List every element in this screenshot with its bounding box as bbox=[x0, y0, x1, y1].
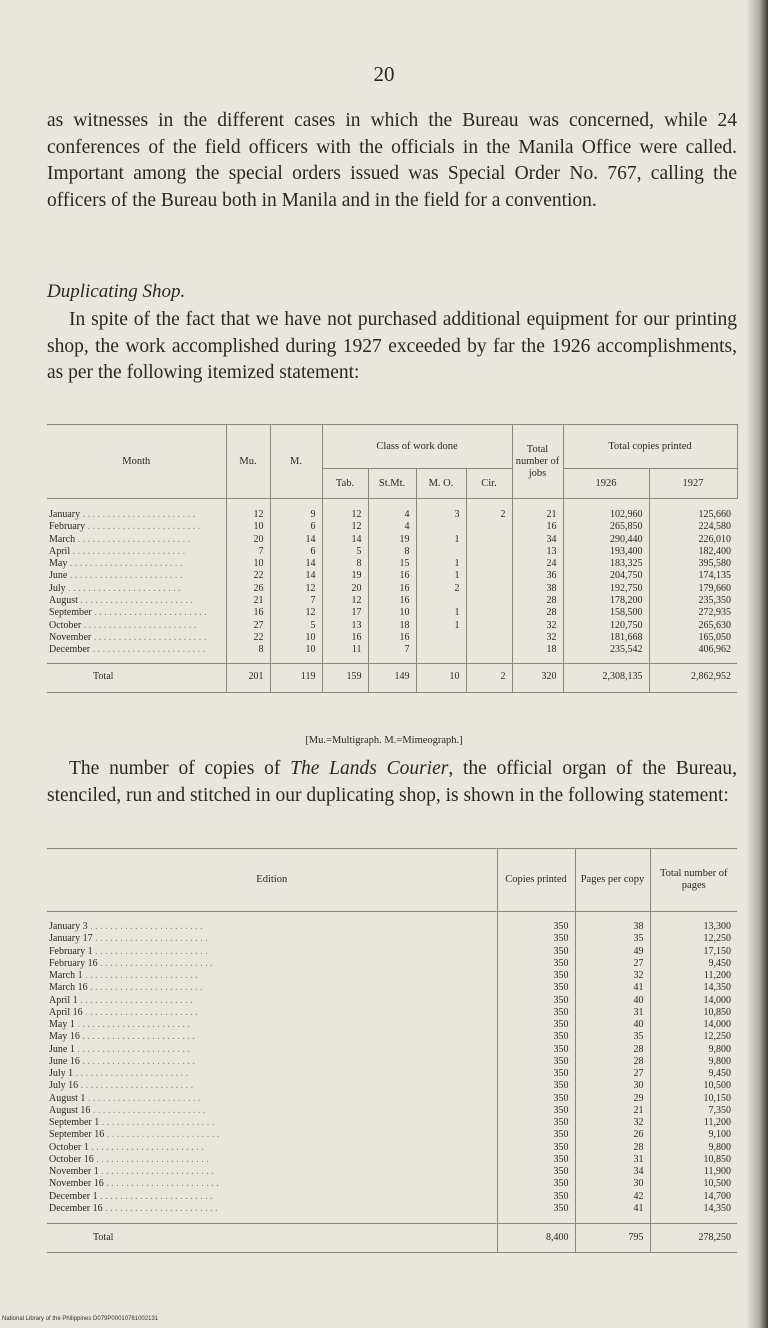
cell-copies: 350 bbox=[497, 982, 575, 994]
table-caption: [Mu.=Multigraph. M.=Mimeograph.] bbox=[305, 735, 463, 746]
cell-copies: 350 bbox=[497, 1191, 575, 1203]
cell-stmt: 10 bbox=[368, 607, 416, 619]
section-heading: Duplicating Shop. bbox=[47, 281, 186, 302]
cell-copies: 350 bbox=[497, 946, 575, 958]
table-row bbox=[47, 958, 737, 970]
cell-y1927: 165,050 bbox=[698, 631, 731, 643]
cell-tab: 19 bbox=[322, 570, 368, 582]
cell-jobs: 36 bbox=[512, 570, 563, 582]
table-row bbox=[47, 970, 737, 982]
edition-cell: August 1 . . . bbox=[49, 1093, 200, 1104]
cell-copies: 350 bbox=[497, 1142, 575, 1154]
month-cell: January . . . bbox=[49, 509, 195, 520]
month-cell: April . . . bbox=[49, 546, 185, 557]
header-cir: Cir. bbox=[466, 469, 512, 499]
table-row bbox=[47, 1191, 737, 1203]
paragraph-duplicating bbox=[47, 307, 737, 387]
edition-cell: September 1 . . . bbox=[49, 1117, 214, 1128]
cell-jobs: 21 bbox=[512, 499, 563, 522]
cell-pages: 41 bbox=[575, 982, 650, 994]
cell-copies: 350 bbox=[497, 1117, 575, 1129]
cell-stmt: 16 bbox=[368, 570, 416, 582]
cell-mu: 10 bbox=[226, 521, 270, 533]
cell-y1926: 183,325 bbox=[563, 558, 649, 570]
cell-total: 12,250 bbox=[703, 1031, 731, 1043]
cell-total: 14,000 bbox=[703, 994, 731, 1006]
table-row bbox=[47, 644, 737, 663]
cell-copies: 350 bbox=[497, 1068, 575, 1080]
cell-copies: 350 bbox=[497, 1166, 575, 1178]
cell-m: 10 bbox=[270, 644, 322, 663]
cell-pages: 29 bbox=[575, 1093, 650, 1105]
cell-mo bbox=[416, 644, 466, 663]
header-mu: Mu. bbox=[226, 425, 270, 499]
cell-total: 10,150 bbox=[703, 1092, 731, 1104]
cell-pages: 28 bbox=[575, 1142, 650, 1154]
table-row bbox=[47, 546, 737, 558]
cell-stmt: 15 bbox=[368, 558, 416, 570]
table-row bbox=[47, 1142, 737, 1154]
total-1926: 2,308,135 bbox=[563, 663, 649, 692]
paragraph-lands-courier bbox=[47, 756, 737, 809]
edition-cell: June 1 . . . bbox=[49, 1044, 190, 1055]
total-mo: 10 bbox=[416, 663, 466, 692]
paragraph-witnesses: as witnesses in the different cases in which the Bureau was concerned, while 24 conferences of the field officers with the officials in the Manila Office were called. Important among the special orders issued was Special Order No. 767, calling the officers of the Bureau both in Manila and in the field for a convention. bbox=[47, 110, 737, 211]
cell-tab: 13 bbox=[322, 620, 368, 632]
edition-cell: May 16 . . . bbox=[49, 1031, 195, 1042]
cell-jobs: 32 bbox=[512, 620, 563, 632]
cell-stmt: 16 bbox=[368, 632, 416, 644]
header-total-jobs: Total number of jobs bbox=[512, 425, 563, 499]
cell-pages: 49 bbox=[575, 946, 650, 958]
cell-y1926: 193,400 bbox=[563, 546, 649, 558]
total-tab: 159 bbox=[322, 663, 368, 692]
cell-stmt: 16 bbox=[368, 595, 416, 607]
cell-copies: 350 bbox=[497, 1080, 575, 1092]
cell-total: 7,350 bbox=[708, 1104, 731, 1116]
header-total-copies: Total copies printed bbox=[563, 425, 737, 469]
cell-copies: 350 bbox=[497, 933, 575, 945]
table-row bbox=[47, 570, 737, 582]
cell-mo bbox=[416, 632, 466, 644]
cell-cir bbox=[466, 583, 512, 595]
cell-y1927: 226,010 bbox=[698, 533, 731, 545]
table-row bbox=[47, 583, 737, 595]
cell-cir bbox=[466, 607, 512, 619]
cell-tab: 20 bbox=[322, 583, 368, 595]
cell-jobs: 18 bbox=[512, 644, 563, 663]
edition-cell: September 16 . . . bbox=[49, 1129, 219, 1140]
cell-total: 9,800 bbox=[708, 1043, 731, 1055]
lands-courier-after: , the official organ of the Bureau, stenciled, run and stitched in our duplicating shop, is shown in the following statement: bbox=[47, 758, 737, 806]
cell-y1927: 125,660 bbox=[698, 509, 731, 520]
cell-cir bbox=[466, 521, 512, 533]
edition-cell: January 17 . . . bbox=[49, 933, 208, 944]
cell-pages: 35 bbox=[575, 1031, 650, 1043]
cell-total: 10,500 bbox=[703, 1178, 731, 1190]
cell-pages: 32 bbox=[575, 970, 650, 982]
cell-y1927: 406,962 bbox=[698, 644, 731, 656]
cell-stmt: 19 bbox=[368, 534, 416, 546]
cell-pages: 38 bbox=[575, 912, 650, 934]
total-m: 119 bbox=[270, 663, 322, 692]
header-pages-per-copy: Pages per copy bbox=[575, 849, 650, 912]
month-cell: June . . . bbox=[49, 570, 182, 581]
cell-pages: 27 bbox=[575, 1068, 650, 1080]
table-row bbox=[47, 1117, 737, 1129]
cell-pages: 35 bbox=[575, 933, 650, 945]
table-row bbox=[47, 995, 737, 1007]
cell-m: 14 bbox=[270, 534, 322, 546]
edition-cell: December 1 . . . bbox=[49, 1191, 213, 1202]
cell-cir bbox=[466, 620, 512, 632]
table-row bbox=[47, 558, 737, 570]
table-row bbox=[47, 1007, 737, 1019]
cell-total: 11,200 bbox=[703, 970, 731, 981]
edition-cell: March 1 . . . bbox=[49, 970, 198, 981]
cell-m: 7 bbox=[270, 595, 322, 607]
cell-copies: 350 bbox=[497, 958, 575, 970]
cell-pages: 27 bbox=[575, 958, 650, 970]
cell-pages: 40 bbox=[575, 995, 650, 1007]
cell-mo: 2 bbox=[416, 583, 466, 595]
edition-cell: November 16 . . . bbox=[49, 1178, 219, 1189]
table-row bbox=[47, 1031, 737, 1043]
edition-cell: June 16 . . . bbox=[49, 1056, 195, 1067]
month-cell: November . . . bbox=[49, 632, 206, 643]
month-cell: October . . . bbox=[49, 620, 196, 631]
page-edge-shadow bbox=[746, 0, 768, 1328]
cell-y1927: 179,660 bbox=[698, 582, 731, 594]
cell-copies: 350 bbox=[497, 912, 575, 934]
library-footer: National Library of the Philippines D079P00010761002131 bbox=[2, 1316, 159, 1322]
cell-copies: 350 bbox=[497, 1129, 575, 1141]
month-cell: July . . . bbox=[49, 583, 181, 594]
cell-y1926: 158,500 bbox=[563, 607, 649, 619]
cell-total: 11,900 bbox=[703, 1166, 731, 1177]
header-m: M. bbox=[270, 425, 322, 499]
cell-cir: 2 bbox=[466, 499, 512, 522]
cell-copies: 350 bbox=[497, 970, 575, 982]
table-row bbox=[47, 982, 737, 994]
cell-total: 9,800 bbox=[708, 1141, 731, 1153]
page-number: 20 bbox=[373, 62, 395, 86]
total-stmt: 149 bbox=[368, 663, 416, 692]
cell-total: 9,100 bbox=[708, 1129, 731, 1141]
edition-cell: August 16 . . . bbox=[49, 1105, 205, 1116]
table-row bbox=[47, 933, 737, 945]
cell-copies: 350 bbox=[497, 1154, 575, 1166]
cell-total: 14,350 bbox=[703, 1202, 731, 1214]
cell-pages: 28 bbox=[575, 1044, 650, 1056]
table-row bbox=[47, 1044, 737, 1056]
cell-y1927: 235,350 bbox=[698, 595, 731, 607]
table-row bbox=[47, 607, 737, 619]
header-class-of-work: Class of work done bbox=[322, 425, 512, 469]
cell-tab: 12 bbox=[322, 595, 368, 607]
cell-cir bbox=[466, 632, 512, 644]
cell-y1926: 290,440 bbox=[563, 534, 649, 546]
cell-total: 9,450 bbox=[708, 1068, 731, 1079]
table-row bbox=[47, 1203, 737, 1224]
cell-y1927: 272,935 bbox=[698, 607, 731, 619]
table-total-row bbox=[47, 663, 737, 692]
header-stmt: St.Mt. bbox=[368, 469, 416, 499]
cell-y1927: 182,400 bbox=[698, 545, 731, 557]
cell-stmt: 18 bbox=[368, 620, 416, 632]
table-total-row bbox=[47, 1224, 737, 1253]
edition-cell: December 16 . . . bbox=[49, 1203, 218, 1214]
cell-copies: 350 bbox=[497, 1093, 575, 1105]
cell-cir bbox=[466, 534, 512, 546]
cell-mo bbox=[416, 546, 466, 558]
month-cell: February . . . bbox=[49, 521, 200, 532]
total-label: Total bbox=[47, 663, 226, 692]
paragraph-duplicating-text: In spite of the fact that we have not purchased additional equipment for our printing shop, the work accomplished during 1927 exceeded by far the 1926 accomplishments, as per the following itemized statement: bbox=[47, 309, 737, 383]
cell-copies: 350 bbox=[497, 1105, 575, 1117]
edition-cell: July 16 . . . bbox=[49, 1080, 193, 1091]
cell-tab: 12 bbox=[322, 499, 368, 522]
cell-tab: 8 bbox=[322, 558, 368, 570]
cell-mo: 1 bbox=[416, 620, 466, 632]
cell-stmt: 4 bbox=[368, 499, 416, 522]
lands-courier-title: The Lands Courier bbox=[290, 758, 449, 779]
cell-mu: 21 bbox=[226, 595, 270, 607]
cell-copies: 350 bbox=[497, 1203, 575, 1224]
total-label: Total bbox=[47, 1224, 497, 1253]
cell-copies: 350 bbox=[497, 1178, 575, 1190]
cell-jobs: 13 bbox=[512, 546, 563, 558]
cell-jobs: 24 bbox=[512, 558, 563, 570]
header-edition: Edition bbox=[47, 849, 497, 912]
header-total-pages: Total number of pages bbox=[660, 868, 728, 891]
header-mo: M. O. bbox=[416, 469, 466, 499]
cell-total: 9,450 bbox=[708, 957, 731, 969]
cell-mo: 3 bbox=[416, 499, 466, 522]
table-row bbox=[47, 595, 737, 607]
cell-jobs: 38 bbox=[512, 583, 563, 595]
cell-mu: 22 bbox=[226, 632, 270, 644]
total-mu: 201 bbox=[226, 663, 270, 692]
cell-pages: 34 bbox=[575, 1166, 650, 1178]
table-row bbox=[47, 534, 737, 546]
cell-cir bbox=[466, 595, 512, 607]
cell-mo: 1 bbox=[416, 607, 466, 619]
cell-mu: 26 bbox=[226, 583, 270, 595]
cell-copies: 350 bbox=[497, 995, 575, 1007]
duplicating-work-table bbox=[47, 424, 738, 693]
table-row bbox=[47, 1154, 737, 1166]
cell-mu: 12 bbox=[226, 499, 270, 522]
cell-y1926: 181,668 bbox=[563, 632, 649, 644]
cell-total: 10,500 bbox=[703, 1080, 731, 1092]
total-cir: 2 bbox=[466, 663, 512, 692]
cell-jobs: 32 bbox=[512, 632, 563, 644]
cell-total: 10,850 bbox=[703, 1006, 731, 1018]
edition-cell: July 1 . . . bbox=[49, 1068, 188, 1079]
cell-jobs: 28 bbox=[512, 607, 563, 619]
month-cell: December . . . bbox=[49, 644, 205, 655]
cell-total: 12,250 bbox=[703, 933, 731, 945]
table-row bbox=[47, 912, 737, 934]
lands-courier-table bbox=[47, 848, 737, 1253]
cell-pages: 26 bbox=[575, 1129, 650, 1141]
cell-total: 11,200 bbox=[703, 1117, 731, 1128]
cell-mo bbox=[416, 595, 466, 607]
cell-m: 9 bbox=[270, 499, 322, 522]
cell-pages: 28 bbox=[575, 1056, 650, 1068]
cell-stmt: 7 bbox=[368, 644, 416, 663]
total-pages-per-copy: 795 bbox=[575, 1224, 650, 1253]
cell-tab: 16 bbox=[322, 632, 368, 644]
cell-copies: 350 bbox=[497, 1019, 575, 1031]
cell-y1927: 224,580 bbox=[698, 521, 731, 533]
edition-cell: January 3 . . . bbox=[49, 921, 203, 932]
cell-y1926: 235,542 bbox=[563, 644, 649, 663]
cell-cir bbox=[466, 558, 512, 570]
month-cell: March . . . bbox=[49, 534, 190, 545]
cell-y1926: 178,200 bbox=[563, 595, 649, 607]
cell-stmt: 8 bbox=[368, 546, 416, 558]
table-row bbox=[47, 1129, 737, 1141]
edition-cell: February 16 . . . bbox=[49, 958, 213, 969]
cell-pages: 42 bbox=[575, 1191, 650, 1203]
cell-y1927: 265,630 bbox=[698, 619, 731, 631]
cell-copies: 350 bbox=[497, 1044, 575, 1056]
cell-jobs: 34 bbox=[512, 534, 563, 546]
header-month: Month bbox=[47, 425, 226, 499]
cell-pages: 31 bbox=[575, 1154, 650, 1166]
table-row bbox=[47, 1080, 737, 1092]
cell-cir bbox=[466, 644, 512, 663]
cell-stmt: 4 bbox=[368, 521, 416, 533]
cell-pages: 40 bbox=[575, 1019, 650, 1031]
lands-courier-before: The number of copies of bbox=[69, 758, 291, 779]
cell-copies: 350 bbox=[497, 1056, 575, 1068]
total-copies: 8,400 bbox=[497, 1224, 575, 1253]
cell-pages: 32 bbox=[575, 1117, 650, 1129]
edition-cell: October 16 . . . bbox=[49, 1154, 209, 1165]
table-row bbox=[47, 1166, 737, 1178]
cell-m: 6 bbox=[270, 546, 322, 558]
table-row bbox=[47, 1093, 737, 1105]
edition-cell: May 1 . . . bbox=[49, 1019, 190, 1030]
cell-mu: 22 bbox=[226, 570, 270, 582]
cell-m: 14 bbox=[270, 570, 322, 582]
edition-cell: April 16 . . . bbox=[49, 1007, 198, 1018]
cell-total: 14,350 bbox=[703, 982, 731, 994]
cell-y1926: 120,750 bbox=[563, 620, 649, 632]
cell-m: 14 bbox=[270, 558, 322, 570]
cell-m: 10 bbox=[270, 632, 322, 644]
cell-y1926: 204,750 bbox=[563, 570, 649, 582]
edition-cell: March 16 . . . bbox=[49, 982, 203, 993]
total-number-of-pages: 278,250 bbox=[650, 1224, 737, 1253]
cell-total: 14,700 bbox=[703, 1190, 731, 1202]
cell-mu: 27 bbox=[226, 620, 270, 632]
edition-cell: October 1 . . . bbox=[49, 1142, 204, 1153]
cell-total: 10,850 bbox=[703, 1153, 731, 1165]
cell-y1926: 102,960 bbox=[563, 499, 649, 522]
table-row bbox=[47, 620, 737, 632]
edition-cell: November 1 . . . bbox=[49, 1166, 214, 1177]
table-row bbox=[47, 499, 737, 522]
cell-tab: 14 bbox=[322, 534, 368, 546]
cell-pages: 41 bbox=[575, 1203, 650, 1224]
table-row bbox=[47, 1019, 737, 1031]
cell-copies: 350 bbox=[497, 1031, 575, 1043]
cell-m: 5 bbox=[270, 620, 322, 632]
edition-cell: February 1 . . . bbox=[49, 946, 208, 957]
cell-copies: 350 bbox=[497, 1007, 575, 1019]
cell-cir bbox=[466, 570, 512, 582]
cell-tab: 17 bbox=[322, 607, 368, 619]
cell-m: 12 bbox=[270, 607, 322, 619]
cell-m: 12 bbox=[270, 583, 322, 595]
table-row bbox=[47, 1105, 737, 1117]
cell-y1927: 395,580 bbox=[698, 558, 731, 570]
cell-tab: 5 bbox=[322, 546, 368, 558]
cell-mo bbox=[416, 521, 466, 533]
cell-pages: 30 bbox=[575, 1178, 650, 1190]
cell-y1926: 265,850 bbox=[563, 521, 649, 533]
cell-cir bbox=[466, 546, 512, 558]
cell-pages: 30 bbox=[575, 1080, 650, 1092]
month-cell: August . . . bbox=[49, 595, 193, 606]
cell-total: 17,150 bbox=[703, 945, 731, 957]
total-jobs: 320 bbox=[512, 663, 563, 692]
edition-cell: April 1 . . . bbox=[49, 995, 193, 1006]
cell-jobs: 28 bbox=[512, 595, 563, 607]
cell-jobs: 16 bbox=[512, 521, 563, 533]
table-row bbox=[47, 521, 737, 533]
header-tab: Tab. bbox=[322, 469, 368, 499]
cell-pages: 31 bbox=[575, 1007, 650, 1019]
cell-mo: 1 bbox=[416, 570, 466, 582]
cell-pages: 21 bbox=[575, 1105, 650, 1117]
cell-mu: 20 bbox=[226, 534, 270, 546]
cell-total: 13,300 bbox=[703, 921, 731, 932]
cell-stmt: 16 bbox=[368, 583, 416, 595]
month-cell: September . . . bbox=[49, 607, 207, 618]
cell-mu: 8 bbox=[226, 644, 270, 663]
table-row bbox=[47, 1068, 737, 1080]
table-row bbox=[47, 1178, 737, 1190]
table-row bbox=[47, 632, 737, 644]
cell-total: 14,000 bbox=[703, 1019, 731, 1030]
cell-mu: 16 bbox=[226, 607, 270, 619]
cell-tab: 12 bbox=[322, 521, 368, 533]
cell-mo: 1 bbox=[416, 534, 466, 546]
total-1927: 2,862,952 bbox=[649, 663, 737, 692]
cell-mu: 10 bbox=[226, 558, 270, 570]
month-cell: May . . . bbox=[49, 558, 182, 569]
header-copies-printed: Copies printed bbox=[497, 849, 575, 912]
table-row bbox=[47, 1056, 737, 1068]
cell-tab: 11 bbox=[322, 644, 368, 663]
cell-mo: 1 bbox=[416, 558, 466, 570]
cell-mu: 7 bbox=[226, 546, 270, 558]
cell-y1926: 192,750 bbox=[563, 583, 649, 595]
cell-m: 6 bbox=[270, 521, 322, 533]
cell-y1927: 174,135 bbox=[698, 570, 731, 582]
header-1927: 1927 bbox=[649, 469, 737, 499]
table-row bbox=[47, 946, 737, 958]
header-1926: 1926 bbox=[563, 469, 649, 499]
cell-total: 9,800 bbox=[708, 1055, 731, 1067]
